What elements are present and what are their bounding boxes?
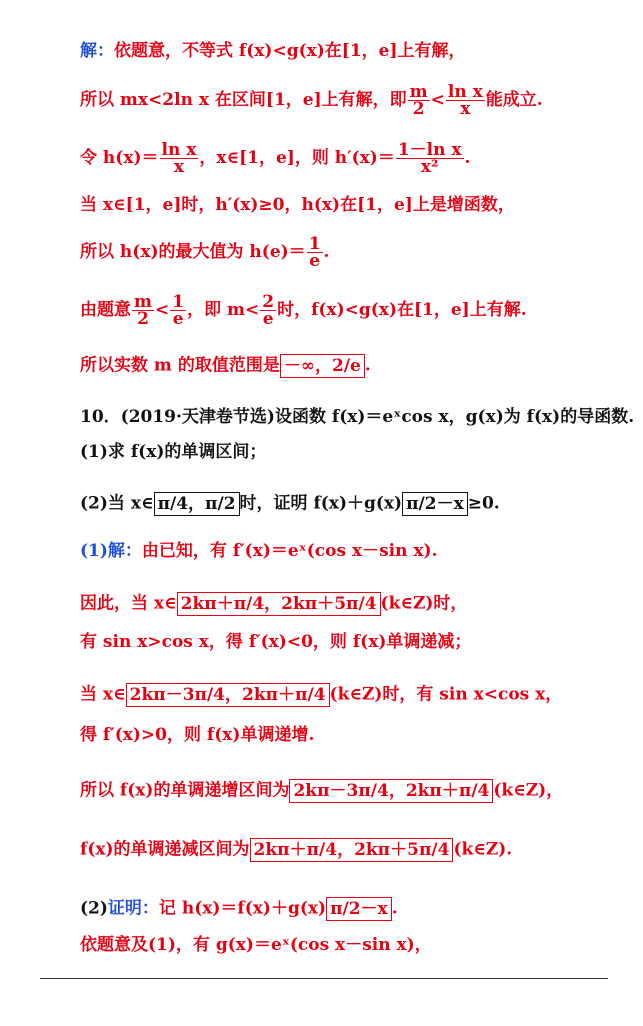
numerator: 1－ln x [397, 140, 462, 160]
solution-line-6 [80, 294, 527, 327]
paren-expression: π/2－x [326, 897, 392, 921]
denominator: e [262, 309, 274, 329]
fraction [446, 84, 485, 117]
solution-10-3 [80, 631, 471, 653]
line-text: < [155, 300, 170, 320]
line-text: . [364, 355, 371, 376]
fraction [396, 142, 464, 175]
line-text: 当 x∈[1，e]时，h′(x)≥0，h(x)在[1，e]上是增函数， [80, 195, 515, 215]
solution-10-6 [80, 779, 563, 803]
paren-expression: π/2－x [402, 492, 468, 516]
interval-bracket: 2kπ＋π/4，2kπ＋5π/4 [250, 838, 454, 862]
line-text: 令 h(x)＝ [80, 148, 159, 168]
line-text: 记 h(x)＝f(x)＋g(x) [158, 898, 327, 919]
line-text: 当 x∈ [80, 684, 126, 705]
line-text: . [464, 148, 471, 168]
line-text: 时，证明 f(x)＋g(x) [239, 493, 403, 514]
line-text: 能成立. [485, 90, 543, 110]
numerator: 1 [308, 234, 321, 254]
line-text: (1)求 f(x)的单调区间； [80, 442, 267, 462]
line-text: 由题意 [80, 300, 131, 320]
line-text: < [430, 90, 445, 110]
solution-10-2 [80, 592, 467, 616]
line-text: (k∈Z)时， [380, 593, 468, 614]
line-text: (k∈Z)， [493, 780, 564, 801]
line-text: 所以 h(x)的最大值为 h(e)＝ [80, 242, 306, 262]
line-text: 时，f(x)<g(x)在[1，e]上有解. [277, 300, 527, 320]
interval-bracket: π/4，π/2 [154, 492, 240, 516]
fraction [160, 142, 199, 175]
numerator: ln x [161, 140, 197, 160]
line-text: 依题意，不等式 f(x)<g(x)在[1，e]上有解， [114, 41, 466, 61]
interval-bracket: －∞，2/e [280, 354, 365, 378]
solution-10-4 [80, 683, 562, 707]
denominator: e [309, 251, 321, 271]
numerator: m [409, 82, 428, 102]
problem-10-statement [80, 406, 634, 428]
solution-line-3 [80, 142, 470, 175]
problem-10-part-1 [80, 441, 266, 463]
solution-10-8 [80, 897, 398, 921]
numerator: 1 [172, 292, 185, 312]
line-text: (k∈Z)时，有 sin x<cos x， [329, 684, 563, 705]
numerator: m [134, 292, 152, 312]
line-text: 得 f′(x)>0，则 f(x)单调递增. [80, 725, 315, 745]
fraction [170, 294, 186, 327]
solution-line-2 [80, 84, 543, 117]
numerator: 2 [262, 292, 275, 312]
line-text: 所以实数 m 的取值范围是 [80, 355, 280, 376]
line-text: (2)当 x∈ [80, 493, 154, 514]
solution-10-1 [80, 540, 438, 562]
footer-divider [40, 978, 608, 979]
line-text: 10．(2019·天津卷节选)设函数 f(x)＝eˣcos x，g(x)为 f(x)的导函数. [80, 407, 635, 427]
solution-10-9 [80, 934, 432, 956]
solution-line-5 [80, 236, 329, 269]
line-text: 依题意及(1)，有 g(x)＝eˣ(cos x－sin x)， [80, 935, 432, 955]
denominator: 2 [412, 99, 425, 119]
part-label: (2) [80, 898, 108, 919]
solution-line-7 [80, 354, 371, 378]
denominator: x [173, 157, 185, 177]
line-text: 由已知，有 f′(x)＝eˣ(cos x－sin x). [141, 541, 438, 561]
solution-10-7 [80, 838, 512, 862]
fraction [307, 236, 323, 269]
line-text: 因此，当 x∈ [80, 593, 177, 614]
solution-label: 解： [80, 41, 114, 61]
fraction [260, 294, 276, 327]
line-text: ，x∈[1，e]，则 h′(x)＝ [199, 148, 395, 168]
solution-label: (1)解： [80, 541, 142, 561]
denominator: x [460, 99, 471, 119]
line-text: 所以 mx<2ln x 在区间[1，e]上有解，即 [80, 90, 407, 110]
solution-line-1 [80, 40, 466, 62]
line-text: f(x)的单调递减区间为 [80, 839, 250, 860]
numerator: ln x [447, 82, 483, 102]
fraction [408, 84, 430, 117]
line-text: 有 sin x>cos x，得 f′(x)<0，则 f(x)单调递减； [80, 632, 472, 652]
denominator: e [172, 309, 184, 329]
line-text: 所以 f(x)的单调递增区间为 [80, 780, 290, 801]
line-text: ≥0. [467, 493, 500, 514]
proof-label: 证明： [107, 898, 159, 919]
problem-10-part-2 [80, 492, 500, 516]
interval-bracket: 2kπ－3π/4，2kπ＋π/4 [126, 683, 330, 707]
line-text: . [323, 242, 330, 262]
interval-bracket: 2kπ＋π/4，2kπ＋5π/4 [177, 592, 381, 616]
line-text: ，即 m< [187, 300, 260, 320]
fraction [132, 294, 154, 327]
line-text: . [391, 898, 398, 919]
solution-line-4 [80, 194, 515, 216]
solution-10-5 [80, 724, 314, 746]
denominator: 2 [137, 309, 149, 329]
denominator: x² [420, 157, 439, 177]
interval-bracket: 2kπ－3π/4，2kπ＋π/4 [289, 779, 493, 803]
line-text: (k∈Z). [453, 839, 513, 860]
